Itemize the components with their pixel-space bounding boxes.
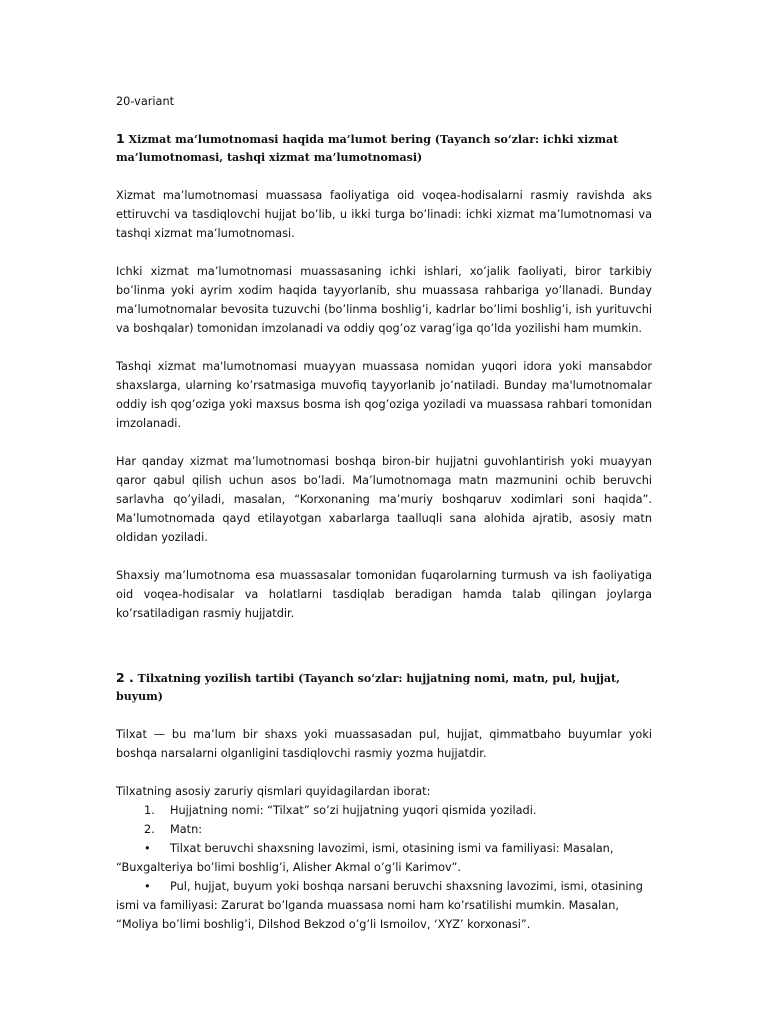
- numbered-item-2: [116, 820, 652, 839]
- list-marker: 1.: [144, 804, 155, 817]
- spacer: [116, 706, 652, 725]
- bullet-item-2: [116, 877, 652, 934]
- spacer: [116, 338, 652, 357]
- bullet-item-text: Pul, hujjat, buyum yoki boshqa narsani beruvchi shaxsning lavozimi, ismi, otasining ismi va familiyasi: Zarurat bo’lganda muassasa nomi ham ko’rsatilishi mumkin. Masalan, “Moliya bo’limi boshlig’i, Dilshod Bekzod o’g’li Ismoilov, ‘XYZ’ korxonasi”.: [116, 880, 643, 931]
- document-page: [116, 92, 652, 934]
- bullet-item-text: Tilxat beruvchi shaxsning lavozimi, ismi, otasining ismi va familiyasi: Masalan, “Buxgalteriya bo’limi boshlig’i, Alisher Akmal o’g’li Karimov”.: [116, 842, 614, 874]
- numbered-item-1: [116, 801, 652, 820]
- section-2-heading: [116, 669, 652, 706]
- section-2-intro: Tilxat — bu ma’lum bir shaxs yoki muassasadan pul, hujjat, qimmatbaho buyumlar yoki boshqa narsalarni olganligini tasdiqlovchi rasmiy yozma hujjatdir.: [116, 728, 652, 760]
- spacer: [116, 167, 652, 186]
- variant-label: 20-variant: [116, 95, 175, 108]
- section-1-number: 1: [116, 131, 125, 146]
- section-1-paragraph-2: Ichki xizmat ma’lumotnomasi muassasaning ichki ishlari, xo’jalik faoliyati, biror tarkibiy bo’linma yoki ayrim xodim haqida tayyorlanib, shu muassasa rahbariga yo’llanadi. Bunday ma’lumotnomalar bevosita tuzuvchi (bo’linma boshlig’i, kadrlar bo’limi boshlig’i, ish yurituvchi va boshqalar) tomonidan imzolanadi va oddiy qog’oz varag’iga qo’lda yozilishi ham mumkin.: [116, 265, 652, 335]
- spacer: [116, 547, 652, 566]
- section-2-title: Tilxatning yozilish tartibi (Tayanch so‘zlar: hujjatning nomi, matn, pul, hujjat, buyum): [116, 672, 620, 703]
- section-2-number: 2 .: [116, 670, 134, 685]
- spacer: [116, 433, 652, 452]
- bullet-marker: •: [144, 880, 151, 893]
- section-2-list-intro: Tilxatning asosiy zaruriy qismlari quyidagilardan iborat:: [116, 785, 431, 798]
- spacer: [116, 243, 652, 262]
- list-item-text: Matn:: [170, 823, 203, 836]
- section-1-paragraph-4: Har qanday xizmat ma’lumotnomasi boshqa biron-bir hujjatni guvohlantirish yoki muayyan qaror qabul qilish uchun asos bo’ladi. Ma’lumotnomaga matn mazmunini ochib beruvchi sarlavha qo’yiladi, masalan, “Korxonaning ma’muriy boshqaruv xodimlari soni haqida”. Ma’lumotnomada qayd etilayotgan xabarlarga taalluqli sana alohida ajratib, asosiy matn oldidan yoziladi.: [116, 455, 652, 544]
- section-1-title: Xizmat ma’lumotnomasi haqida ma’lumot bering (Tayanch so‘zlar: ichki xizmat ma’lumotnomasi, tashqi xizmat ma’lumotnomasi): [116, 133, 619, 164]
- section-1-heading: [116, 130, 652, 167]
- bullet-item-1: [116, 839, 652, 877]
- spacer: [116, 763, 652, 782]
- spacer: [116, 111, 652, 130]
- section-1-paragraph-5: Shaxsiy ma’lumotnoma esa muassasalar tomonidan fuqarolarning turmush va ish faoliyatiga oid voqea-hodisalar va holatlarni tasdiqlab beradigan hamda talab qilingan joylarga ko’rsatiladigan rasmiy hujjatdir.: [116, 569, 652, 620]
- section-1-paragraph-1: Xizmat ma’lumotnomasi muassasa faoliyatiga oid voqea-hodisalarni rasmiy ravishda aks ettiruvchi va tasdiqlovchi hujjat bo’lib, u ikki turga bo’linadi: ichki xizmat ma’lumotnomasi va tashqi xizmat ma’lumotnomasi.: [116, 189, 652, 240]
- spacer: [116, 623, 652, 669]
- list-marker: 2.: [144, 823, 155, 836]
- bullet-marker: •: [144, 842, 151, 855]
- list-item-text: Hujjatning nomi: “Tilxat” so’zi hujjatning yuqori qismida yoziladi.: [170, 804, 537, 817]
- section-1-paragraph-3: Tashqi xizmat ma'lumotnomasi muayyan muassasa nomidan yuqori idora yoki mansabdor shaxslarga, ularning ko’rsatmasiga muvofiq tayyorlanib jo’natiladi. Bunday ma'lumotnomalar oddiy ish qog’oziga yoki maxsus bosma ish qog’oziga yoziladi va muassasa rahbari tomonidan imzolanadi.: [116, 360, 652, 430]
